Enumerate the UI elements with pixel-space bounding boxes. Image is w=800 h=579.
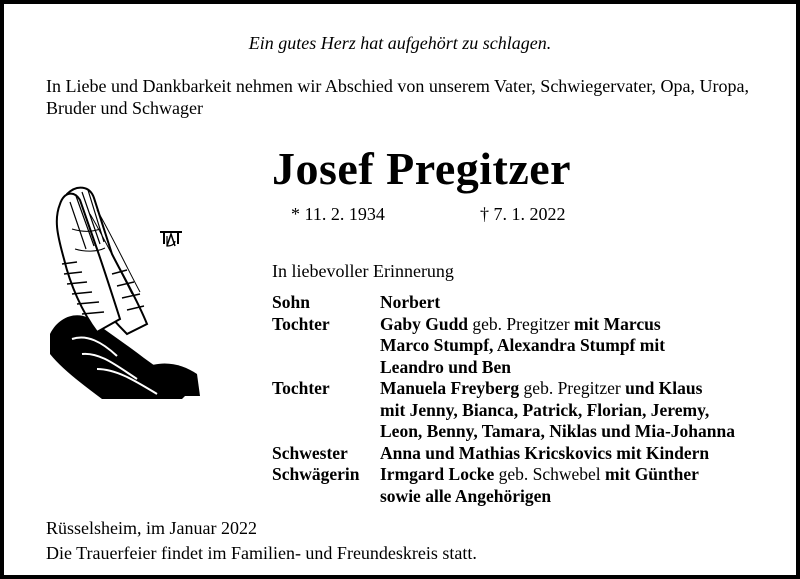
intro-text: In Liebe und Dankbarkeit nehmen wir Abschied von unserem Vater, Schwiegervater, Opa, Uropa, Bruder und Schwager xyxy=(46,76,750,118)
death-date: † 7. 1. 2022 xyxy=(480,204,566,224)
mourner-names-line xyxy=(380,334,665,356)
mourner-name: Leandro und Ben xyxy=(380,356,511,377)
mourner-names-line xyxy=(380,291,440,313)
motto: Ein gutes Herz hat aufgehört zu schlagen. xyxy=(248,33,552,53)
remembrance-line: In liebevoller Erinnerung xyxy=(272,261,454,281)
monogram-icon xyxy=(160,232,182,246)
mourner-name: Norbert xyxy=(380,292,441,312)
mourner-names-line xyxy=(380,420,735,442)
mourner-relation: Tochter xyxy=(272,313,330,334)
praying-hands-icon xyxy=(42,174,202,399)
mourner-name: Leon, Benny, Tamara, Niklas und Mia-Johanna xyxy=(380,421,735,441)
mourner-relation: Schwägerin xyxy=(272,464,360,484)
mourner-name: Manuela Freyberg xyxy=(380,378,520,398)
mourner-name: Gaby Gudd xyxy=(380,313,469,334)
mourner-name: Marco Stumpf, Alexandra Stumpf mit xyxy=(380,335,666,355)
mourner-relation: Tochter xyxy=(272,378,330,398)
mourner-name: mit Marcus xyxy=(573,313,661,334)
place-date: Rüsselsheim, im Januar 2022 xyxy=(46,518,257,538)
mourner-name: Irmgard Locke xyxy=(380,464,495,484)
mourner-names-line xyxy=(380,442,709,464)
mourner-name: und Klaus xyxy=(625,378,703,398)
mourner-relation: Sohn xyxy=(272,292,310,312)
mourner-note: geb. Pregitzer xyxy=(468,313,574,334)
mourner-note: geb. Schwebel xyxy=(494,464,606,484)
mourner-names-line xyxy=(380,485,551,507)
mourner-names-line xyxy=(380,377,702,399)
mourner-name: sowie alle Angehörigen xyxy=(380,485,552,506)
funeral-note: Die Trauerfeier findet im Familien- und Freundeskreis statt. xyxy=(46,543,477,563)
mourner-names-line xyxy=(380,463,699,485)
mourner-name: Anna und Mathias Kricskovics mit Kindern xyxy=(380,442,710,463)
mourner-relation: Schwester xyxy=(272,442,348,463)
mourner-names-line xyxy=(380,356,511,378)
mourner-name: mit Jenny, Bianca, Patrick, Florian, Jeremy, xyxy=(380,399,710,420)
mourner-names-line xyxy=(380,313,661,335)
birth-date: * 11. 2. 1934 xyxy=(291,204,385,224)
mourner-name: mit Günther xyxy=(605,464,699,484)
mourner-names-line xyxy=(380,399,709,421)
deceased-name: Josef Pregitzer xyxy=(272,143,572,194)
mourner-note: geb. Pregitzer xyxy=(519,378,626,398)
